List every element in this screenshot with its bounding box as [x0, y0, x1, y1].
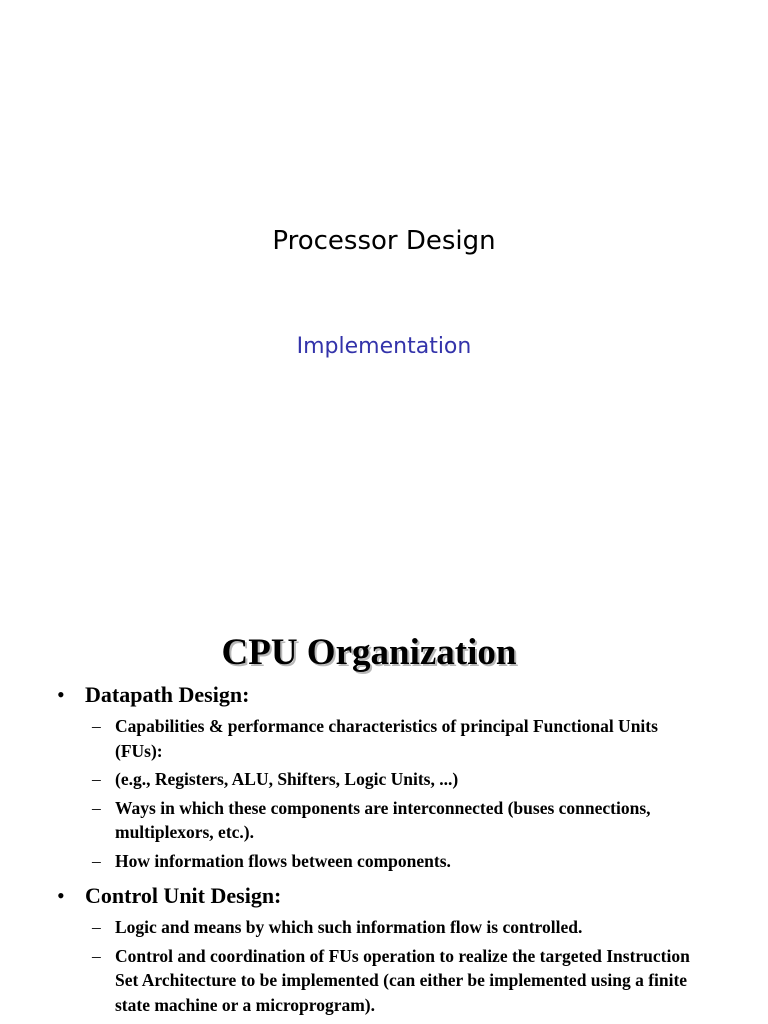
bullet-label: Control Unit Design:: [85, 883, 282, 908]
dash-icon: –: [92, 850, 101, 871]
sub-item: [0, 796, 768, 845]
dash-icon: –: [92, 716, 101, 736]
bullet-list: [0, 676, 768, 1021]
dash-icon: –: [92, 917, 101, 937]
sub-item-text: (e.g., Registers, ALU, Shifters, Logic Units, ...): [115, 769, 459, 789]
dash-icon: –: [92, 769, 101, 789]
bullet-dot-icon: •: [57, 682, 65, 707]
sub-list: [0, 915, 768, 1017]
sub-item: [0, 915, 768, 940]
bullet-dot-icon: •: [57, 883, 65, 908]
bullet-label: Datapath Design:: [85, 682, 250, 707]
sub-list: [0, 714, 768, 873]
dash-icon: –: [92, 945, 101, 966]
sub-item-text: Ways in which these components are interconnected (buses connections, multiplexors, etc.).: [115, 797, 651, 842]
bullet-datapath-design: [0, 676, 768, 873]
sub-item: [0, 944, 768, 1018]
slide-subtitle-implementation: Implementation: [296, 334, 472, 359]
slide-title-cpu-organization: CPU Organization: [221, 632, 517, 673]
slide-title-processor-design: Processor Design: [272, 226, 496, 256]
sub-item-text: Logic and means by which such information flow is controlled.: [115, 917, 583, 937]
dash-icon: –: [92, 797, 101, 818]
sub-item: [0, 767, 768, 792]
sub-item: [0, 849, 768, 874]
sub-item-text: Control and coordination of FUs operation to realize the targeted Instruction Set Architecture to be implemented (can either be implemented using a finite state machine or a microprogram).: [115, 945, 690, 1015]
bullet-control-unit-design: [0, 877, 768, 1017]
sub-item-text: Capabilities & performance characteristics of principal Functional Units (FUs):: [115, 716, 658, 761]
sub-item-text: How information flows between components.: [115, 850, 451, 871]
sub-item: [0, 714, 768, 763]
